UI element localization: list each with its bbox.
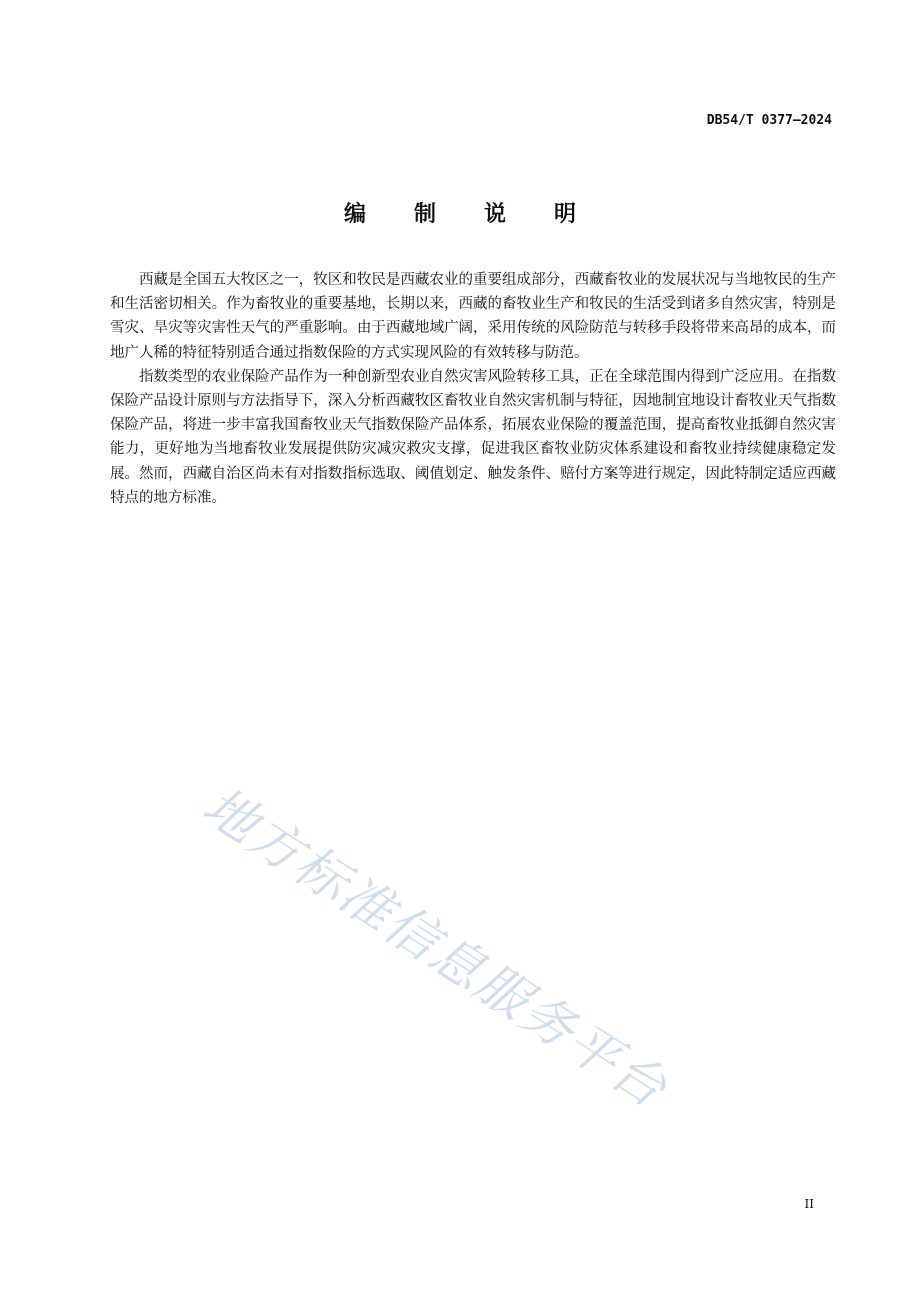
paragraph: 西藏是全国五大牧区之一，牧区和牧民是西藏农业的重要组成部分，西藏畜牧业的发展状况与当地牧民的生产和生活密切相关。作为畜牧业的重要基地，长期以来，西藏的畜牧业生产和牧民的生活受到诸多自然灾害，特别是雪灾、旱灾等灾害性天气的严重影响。由于西藏地域广阔，采用传统的风险防范与转移手段将带来高昂的成本，而地广人稀的特征特别适合通过指数保险的方式实现风险的有效转移与防范。 — [110, 272, 836, 361]
watermark: 地方标准信息服务平台 — [192, 775, 678, 1121]
document-body — [110, 268, 836, 510]
standard-code: DB54/T 0377—2024 — [706, 113, 832, 128]
page-title: 编制说明 — [343, 202, 624, 227]
page-number: II — [804, 1197, 814, 1211]
paragraph: 指数类型的农业保险产品作为一种创新型农业自然灾害风险转移工具，正在全球范围内得到广泛应用。在指数保险产品设计原则与方法指导下，深入分析西藏牧区畜牧业自然灾害机制与特征，因地制宜地设计畜牧业天气指数保险产品，将进一步丰富我国畜牧业天气指数保险产品体系，拓展农业保险的覆盖范围，提高畜牧业抵御自然灾害能力，更好地为当地畜牧业发展提供防灾减灾救灾支撑，促进我区畜牧业防灾体系建设和畜牧业持续健康稳定发展。然而，西藏自治区尚未有对指数指标选取、阈值划定、触发条件、赔付方案等进行规定，因此特制定适应西藏特点的地方标准。 — [110, 368, 836, 506]
